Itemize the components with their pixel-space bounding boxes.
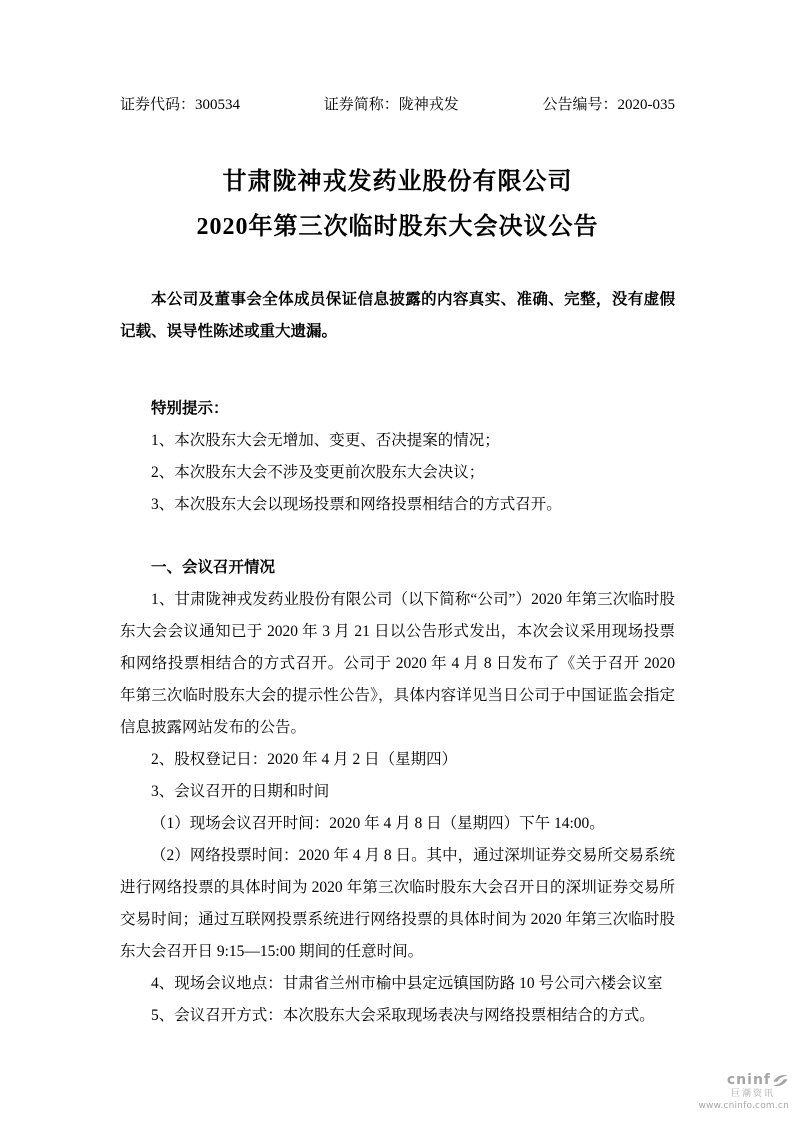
cninfo-swirl-icon: [772, 1073, 789, 1088]
cninfo-logo-text: cninf: [726, 1072, 771, 1088]
stock-code: 证券代码：300534: [120, 97, 241, 113]
title-line-2: 2020年第三次临时股东大会决议公告: [196, 214, 599, 240]
special-notice-heading: 特别提示：: [151, 400, 229, 417]
section-1-paragraph-5: （2）网络投票时间：2020 年 4 月 8 日。其中，通过深圳证券交易所交易系统进行网络投票的具体时间为 2020 年第三次临时股东大会召开日的深圳证券交易所交易时间；通过互联网投票系统进行网络投票的具体时间为 2020 年第三次临时股东大会召开日 9:15—15:00 期间的任意时间。: [120, 847, 675, 960]
section-1-paragraph-6: 4、现场会议地点：甘肃省兰州市榆中县定远镇国防路 10 号公司六楼会议室: [151, 975, 663, 992]
special-notice-item-3: 3、本次股东大会以现场投票和网络投票相结合的方式召开。: [151, 496, 562, 513]
section-1-heading: 一、会议召开情况: [151, 559, 276, 576]
special-notice-section: [120, 393, 675, 521]
meeting-convening-section: [120, 552, 675, 1032]
document-header: [120, 95, 675, 115]
cninfo-url: www.cninfo.com.cn: [698, 1101, 789, 1111]
stock-short-name: 证券简称：陇神戎发: [323, 97, 459, 113]
title-line-1: 甘肃陇神戎发药业股份有限公司: [222, 169, 573, 195]
announcement-number: 公告编号：2020-035: [542, 97, 675, 113]
section-1-paragraph-1: 1、甘肃陇神戎发药业股份有限公司（以下简称“公司”）2020 年第三次临时股东大会会议通知已于 2020 年 3 月 21 日以公告形式发出，本次会议采用现场投票和网络投票相结合的方式召开。公司于 2020 年 4 月 8 日发布了《关于召开 2020 年第三次临时股东大会的提示性公告》，具体内容详见当日公司于中国证监会指定信息披露网站发布的公告。: [120, 591, 675, 736]
disclaimer-paragraph: 本公司及董事会全体成员保证信息披露的内容真实、准确、完整，没有虚假记载、误导性陈述或重大遗漏。: [120, 291, 675, 340]
section-1-paragraph-4: （1）现场会议召开时间：2020 年 4 月 8 日（星期四）下午 14:00。: [151, 815, 605, 832]
cninfo-watermark: [699, 1072, 790, 1112]
cninfo-logo-row: [699, 1072, 790, 1088]
special-notice-item-1: 1、本次股东大会无增加、变更、否决提案的情况；: [151, 432, 500, 449]
cninfo-brand-chinese: 巨潮资讯: [730, 1089, 775, 1099]
section-1-paragraph-7: 5、会议召开方式：本次股东大会采取现场表决与网络投票相结合的方式。: [151, 1007, 655, 1024]
section-1-paragraph-3: 3、会议召开的日期和时间: [151, 783, 330, 800]
section-1-paragraph-2: 2、股权登记日：2020 年 4 月 2 日（星期四）: [151, 751, 458, 768]
document-title: [120, 160, 675, 250]
special-notice-item-2: 2、本次股东大会不涉及变更前次股东大会决议；: [151, 464, 485, 481]
